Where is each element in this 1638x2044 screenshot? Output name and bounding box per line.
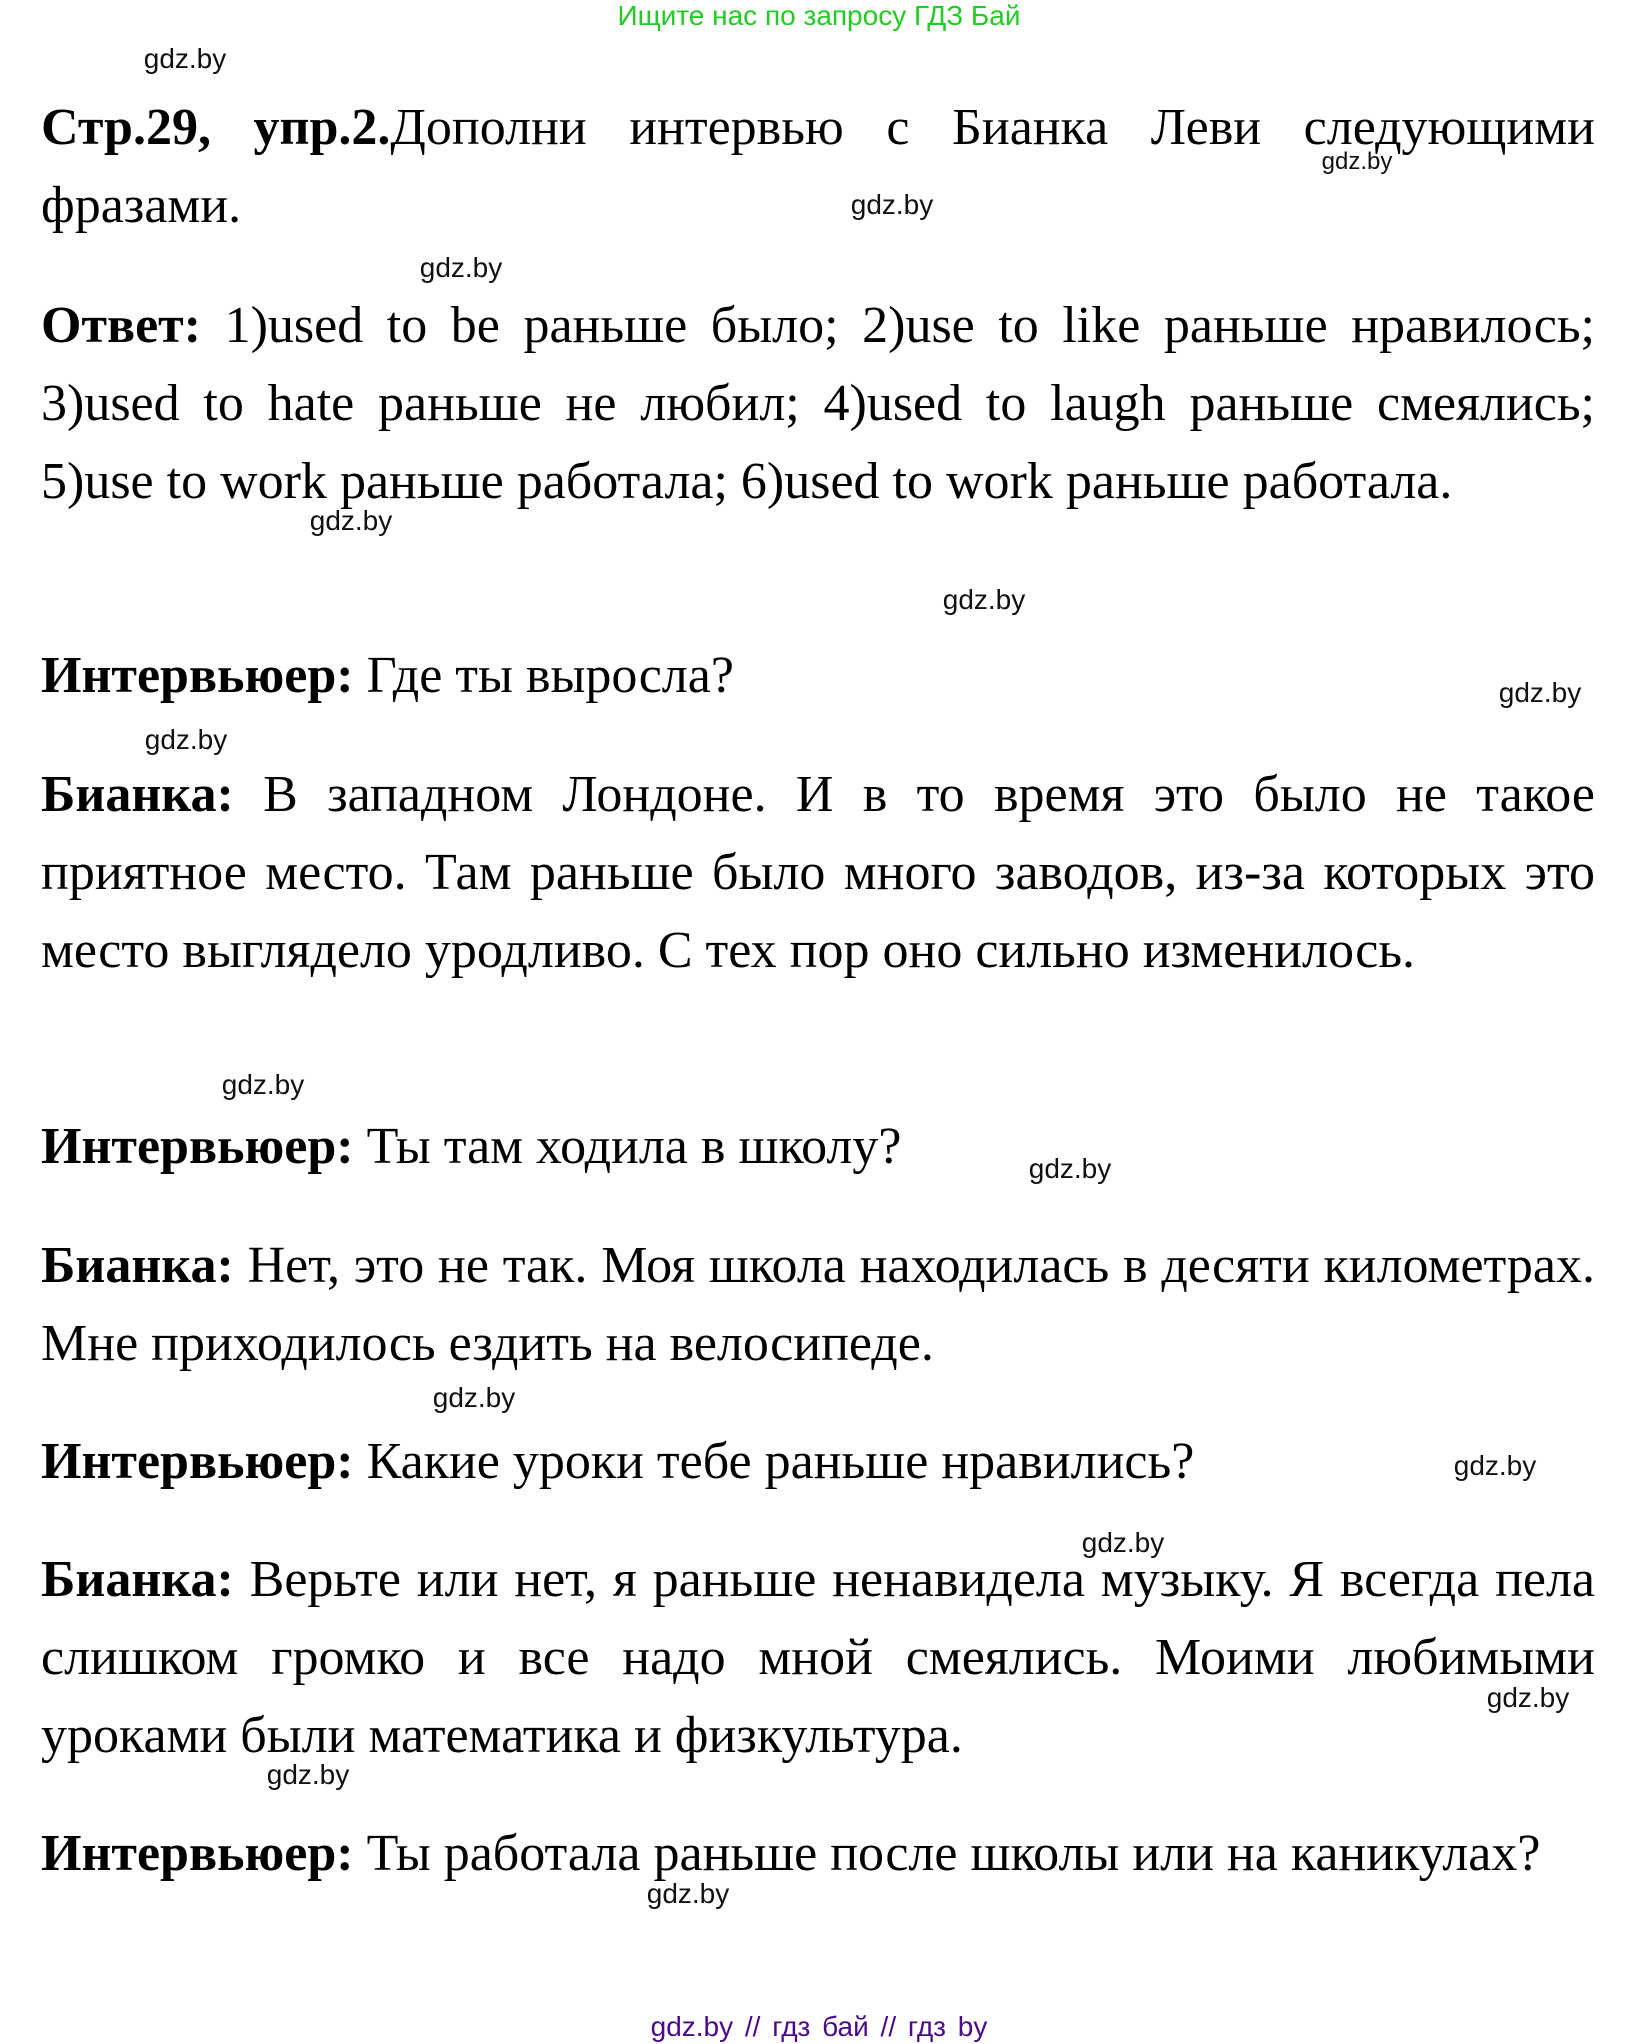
dialogue-line xyxy=(41,1227,1595,1383)
speaker: Бианка: xyxy=(41,766,234,823)
watermark: gdz.by xyxy=(143,43,227,74)
watermark: gdz.by xyxy=(221,1069,305,1100)
dialogue-line xyxy=(41,1108,1595,1186)
speaker: Интервьюер: xyxy=(41,647,354,704)
speaker: Интервьюер: xyxy=(41,1118,354,1175)
answer-label: Ответ: xyxy=(41,297,202,354)
watermark: gdz.by xyxy=(1081,1527,1165,1558)
watermark: gdz.by xyxy=(266,1759,350,1790)
line-text: Ты работала раньше после школы или на каникулах? xyxy=(353,1825,1541,1882)
line-text: Какие уроки тебе раньше нравились? xyxy=(353,1433,1195,1490)
task-label: Стр.29, упр.2. xyxy=(41,99,391,156)
speaker: Бианка: xyxy=(41,1551,234,1608)
search-hint-banner[interactable]: Ищите нас по запросу ГДЗ Бай xyxy=(617,0,1021,31)
watermark: gdz.by xyxy=(144,724,228,755)
speaker: Интервьюер: xyxy=(41,1433,354,1490)
watermark: gdz.by xyxy=(1453,1450,1537,1481)
line-text: Ты там ходила в школу? xyxy=(353,1118,902,1175)
speaker: Бианка: xyxy=(41,1237,234,1294)
speaker: Интервьюер: xyxy=(41,1825,354,1882)
answer-text: 1)used to be раньше было; 2)use to like раньше нравилось; 3)used to hate раньше не любил; 4)used to laugh раньше смеялись; 5)use to work раньше работала; 6)used to work раньше работала. xyxy=(41,297,1595,510)
line-text: Нет, это не так. Моя школа находилась в десяти километрах. Мне приходилось ездить на велосипеде. xyxy=(41,1237,1595,1372)
dialogue-line xyxy=(41,1423,1595,1501)
task-text: Дополни интервью с Бианка Леви следующими фразами. xyxy=(41,99,1595,234)
watermark: gdz.by xyxy=(1028,1153,1112,1184)
dialogue-line xyxy=(41,1541,1595,1775)
watermark: gdz.by xyxy=(1321,148,1393,175)
watermark: gdz.by xyxy=(1498,677,1582,708)
watermark: gdz.by xyxy=(309,505,393,536)
dialogue-line xyxy=(41,1815,1595,1893)
line-text: Верьте или нет, я раньше ненавидела музыку. Я всегда пела слишком громко и все надо мной смеялись. Моими любимыми уроками были математика и физкультура. xyxy=(41,1551,1595,1764)
footer-links[interactable]: gdz.by // гдз бай // гдз by xyxy=(650,2011,988,2042)
dialogue-line xyxy=(41,756,1595,990)
watermark: gdz.by xyxy=(646,1878,730,1909)
watermark: gdz.by xyxy=(1486,1682,1570,1713)
watermark: gdz.by xyxy=(942,584,1026,615)
line-text: Где ты выросла? xyxy=(353,647,734,704)
answer-paragraph xyxy=(41,287,1595,521)
watermark: gdz.by xyxy=(419,252,503,283)
watermark: gdz.by xyxy=(850,189,934,220)
dialogue-line xyxy=(41,637,1595,715)
watermark: gdz.by xyxy=(432,1382,516,1413)
line-text: В западном Лондоне. И в то время это было не такое приятное место. Там раньше было много заводов, из-за которых это место выглядело уродливо. С тех пор оно сильно изменилось. xyxy=(41,766,1595,979)
